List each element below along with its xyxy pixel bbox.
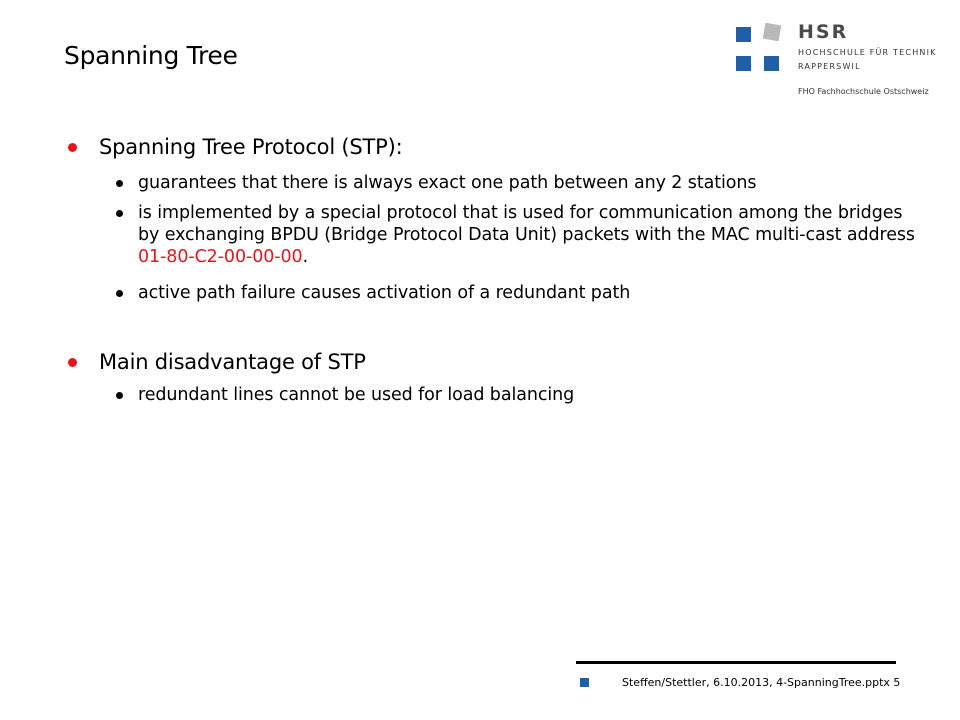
- bullet-level-1: [64, 348, 924, 376]
- red-bullet-icon: [68, 143, 77, 152]
- bullet-text: redundant lines cannot be used for load balancing: [138, 385, 575, 405]
- mac-address-highlight: 01-80-C2-00-00-00: [138, 247, 303, 267]
- bullet-text: is implemented by a special protocol that is used for communication among the bridges by exchanging BPDU (Bridge Protocol Data Unit) packets with the MAC multi-cast address: [138, 203, 915, 245]
- logo-line-3: FHO Fachhochschule Ostschweiz: [798, 87, 929, 96]
- footer-text: Steffen/Stettler, 6.10.2013, 4-SpanningTree.pptx 5: [622, 676, 901, 689]
- bullet-level-2: [64, 202, 924, 268]
- logo-line-1: HOCHSCHULE FÜR TECHNIK: [798, 48, 937, 57]
- bullet-level-1: [64, 133, 924, 161]
- logo-line-2: RAPPERSWIL: [798, 62, 861, 71]
- bullet-level-2: [64, 172, 924, 194]
- bullet-text-end: .: [302, 247, 309, 267]
- logo-square-top-left: [736, 27, 751, 42]
- black-bullet-icon: [116, 210, 123, 217]
- footer-divider: [576, 661, 896, 664]
- bullet-text: active path failure causes activation of a redundant path: [138, 283, 631, 303]
- section-heading: Spanning Tree Protocol (STP):: [99, 135, 403, 159]
- bullet-level-2: [64, 384, 924, 406]
- section-heading: Main disadvantage of STP: [99, 350, 366, 374]
- logo-square-top-right: [763, 23, 782, 42]
- bullet-text: guarantees that there is always exact one path between any 2 stations: [138, 173, 757, 193]
- bullet-level-2: [64, 282, 924, 304]
- black-bullet-icon: [116, 180, 123, 187]
- slide-title: Spanning Tree: [64, 41, 238, 70]
- red-bullet-icon: [68, 358, 77, 367]
- logo-square-bottom-right: [764, 56, 779, 71]
- footer-square-icon: [580, 678, 589, 687]
- black-bullet-icon: [116, 290, 123, 297]
- logo-name: HSR: [798, 21, 849, 43]
- hsr-squares-logo-icon: [736, 24, 784, 72]
- logo-square-bottom-left: [736, 56, 751, 71]
- black-bullet-icon: [116, 392, 123, 399]
- slide-content: [64, 130, 924, 406]
- hsr-logo: [736, 21, 960, 104]
